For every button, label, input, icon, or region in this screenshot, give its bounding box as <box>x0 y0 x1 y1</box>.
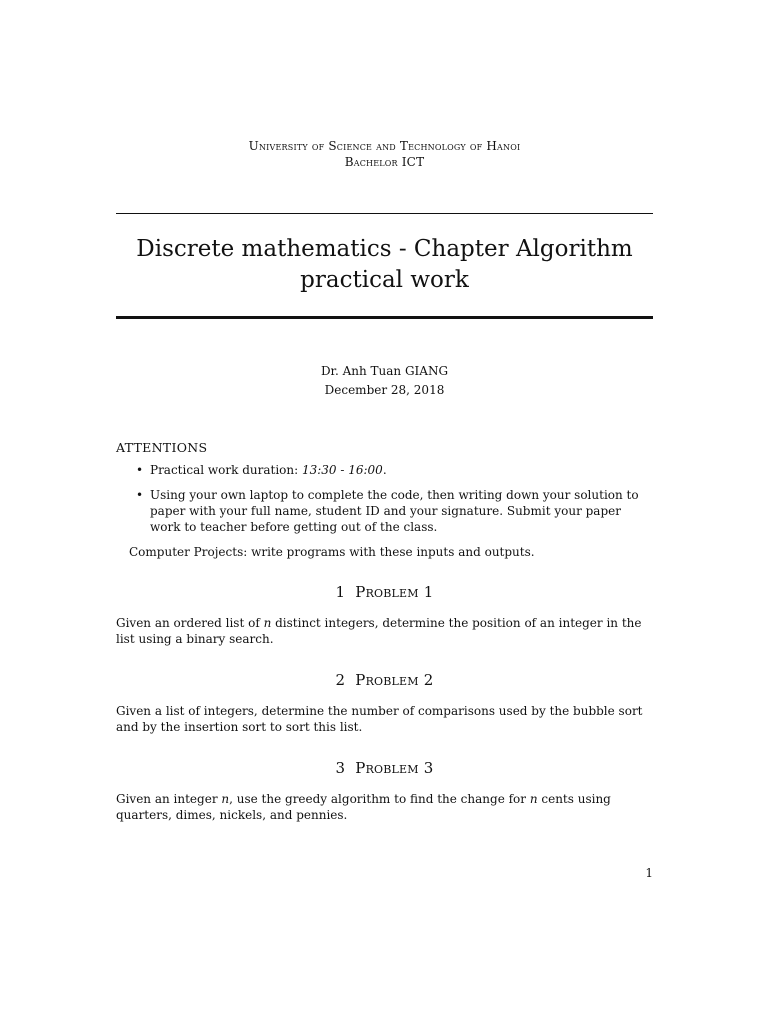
attentions-list <box>116 462 653 544</box>
document-header <box>116 138 653 170</box>
text-run: cents using quarters, dimes, nickels, and pennies. <box>116 792 611 822</box>
document-page <box>116 0 653 1024</box>
program-name: Bachelor ICT <box>344 155 425 169</box>
university-name: University of Science and Technology of Hanoi <box>248 139 521 153</box>
text-run: Given an integer <box>116 792 222 806</box>
text-run: Given a list of integers, determine the number of comparisons used by the bubble sort and by the insertion sort to sort this list. <box>116 704 643 734</box>
document-title <box>116 234 653 296</box>
problem-2-text <box>116 703 656 735</box>
section-title: Problem 2 <box>355 671 434 689</box>
section-title: Problem 3 <box>355 759 434 777</box>
list-item-text: Using your own laptop to complete the code, then writing down your solution to paper with your full name, student ID and your signature. Submit your paper work to teacher before getting out of the class. <box>150 488 639 534</box>
problem-1-text <box>116 615 656 647</box>
section-heading-3 <box>116 758 653 778</box>
projects-intro: Computer Projects: write programs with these inputs and outputs. <box>129 545 535 559</box>
duration-value: 13:30 - 16:00 <box>301 463 383 477</box>
text-run: distinct integers, determine the position of an integer in the list using a binary search. <box>116 616 642 646</box>
list-item <box>116 462 653 478</box>
section-heading-1 <box>116 582 653 602</box>
bullet-icon: • <box>136 463 144 477</box>
math-variable: n <box>263 616 272 630</box>
math-variable: n <box>221 792 230 806</box>
list-item-suffix: . <box>382 463 387 477</box>
section-number: 2 <box>335 671 346 689</box>
title-rule-top <box>116 213 653 214</box>
title-line-1: Discrete mathematics - Chapter Algorithm <box>136 236 633 262</box>
attentions-heading: ATTENTIONS <box>116 440 208 455</box>
math-variable: n <box>529 792 538 806</box>
text-run: , use the greedy algorithm to find the change for <box>229 792 530 806</box>
section-heading-2 <box>116 670 653 690</box>
problem-3-text <box>116 791 656 823</box>
bullet-icon: • <box>136 488 144 502</box>
title-rule-bottom <box>116 316 653 319</box>
title-line-2: practical work <box>300 267 469 293</box>
document-date: December 28, 2018 <box>324 383 445 397</box>
section-number: 3 <box>335 759 346 777</box>
page-number: 1 <box>645 866 653 880</box>
author-name: Dr. Anh Tuan GIANG <box>320 364 449 378</box>
section-title: Problem 1 <box>355 583 434 601</box>
text-run: Given an ordered list of <box>116 616 264 630</box>
list-item-text: Practical work duration: <box>150 463 302 477</box>
list-item <box>116 487 653 535</box>
author-block <box>116 362 653 400</box>
section-number: 1 <box>335 583 346 601</box>
